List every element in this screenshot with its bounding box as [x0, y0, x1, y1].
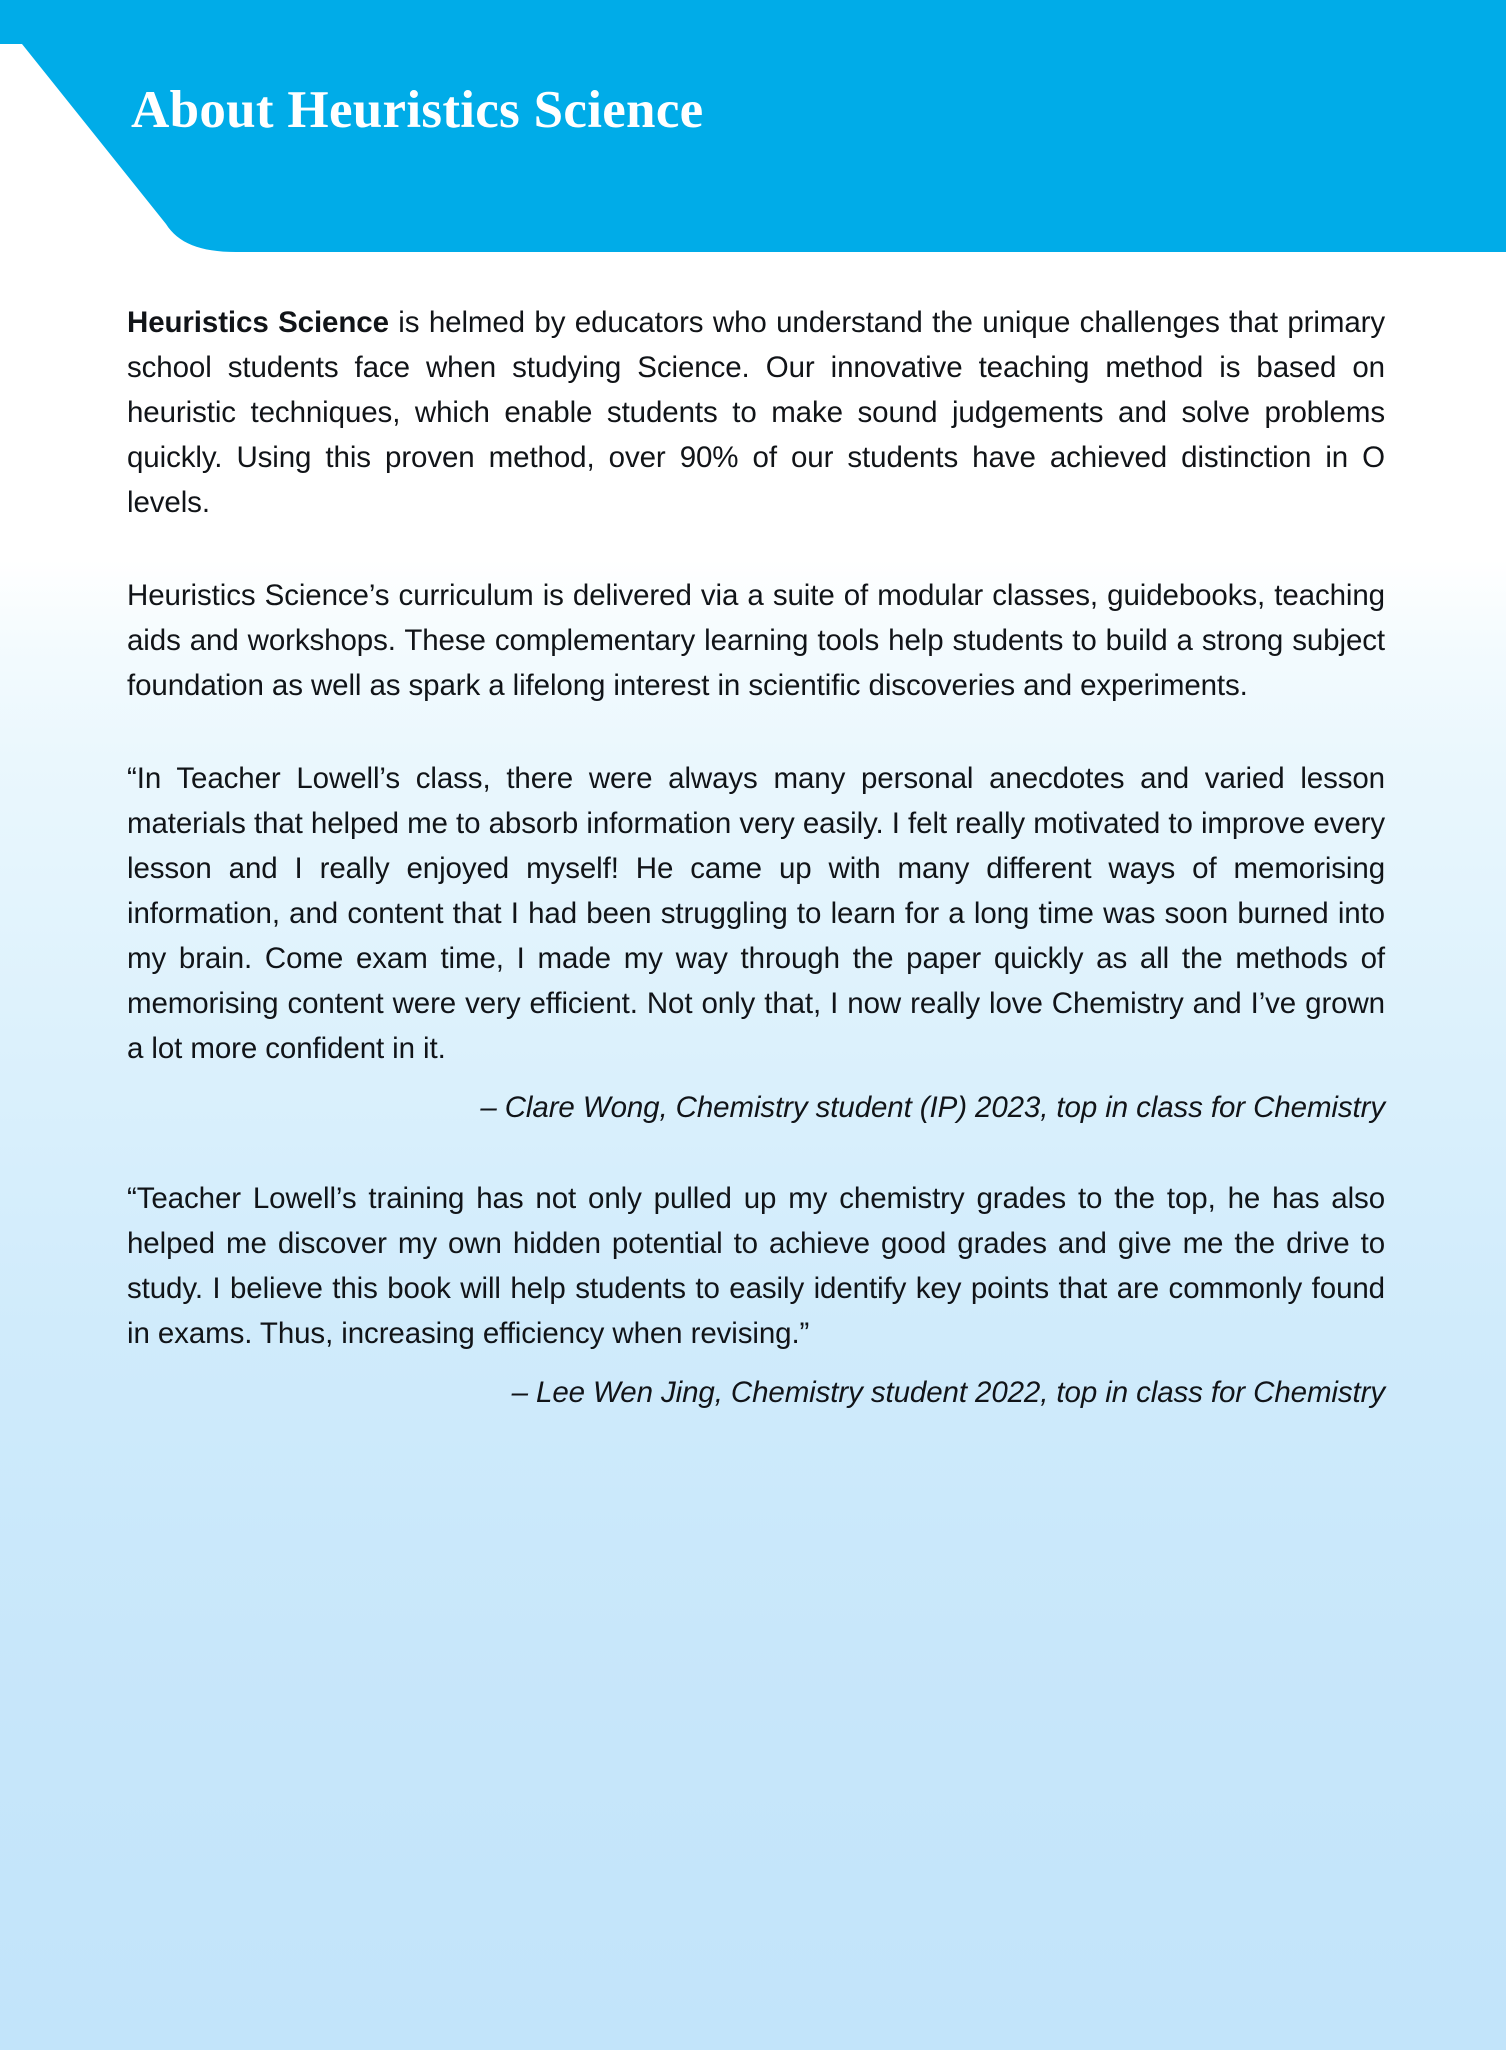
testimonial-1-quote: “In Teacher Lowell’s class, there were always many personal anecdotes and varied lesson materials that helped me to absorb information very easily. I felt really motivated to improve every lesson and I really enjoyed myself! He came up with many different ways of memorising information, and content that I had been struggling to learn for a long time was soon burned into my brain. Come exam time, I made my way through the paper quickly as all the methods of memorising content were very efficient. Not only that, I now really love Chemistry and I’ve grown a lot more confident in it.	[127, 762, 1385, 1065]
paragraph-intro-rest: is helmed by educators who understand the unique challenges that primary school students face when studying Science. Our innovative teaching method is based on heuristic techniques, which enable students to make sound judgements and solve problems quickly. Using this proven method, over 90% of our students have achieved distinction in O levels.	[127, 306, 1385, 519]
testimonial-2-quote: “Teacher Lowell’s training has not only pulled up my chemistry grades to the top, he has also helped me discover my own hidden potential to achieve good grades and give me the drive to study. I believe this book will help students to easily identify key points that are commonly found in exams. Thus, increasing efficiency when revising.”	[127, 1182, 1385, 1350]
banner-top-fill	[0, 0, 1500, 44]
article-body	[127, 300, 1385, 1461]
page-title: About Heuristics Science	[131, 81, 704, 139]
paragraph-intro-lead: Heuristics Science	[127, 306, 389, 339]
paragraph-intro	[127, 300, 1385, 525]
testimonial-1-attribution: – Clare Wong, Chemistry student (IP) 2023, top in class for Chemistry	[480, 1091, 1385, 1124]
testimonial-2-attribution: – Lee Wen Jing, Chemistry student 2022, top in class for Chemistry	[511, 1376, 1385, 1409]
paragraph-curriculum: Heuristics Science’s curriculum is delivered via a suite of modular classes, guidebooks, teaching aids and workshops. These complementary learning tools help students to build a strong subject foundation as well as spark a lifelong interest in scientific discoveries and experiments.	[127, 579, 1385, 702]
